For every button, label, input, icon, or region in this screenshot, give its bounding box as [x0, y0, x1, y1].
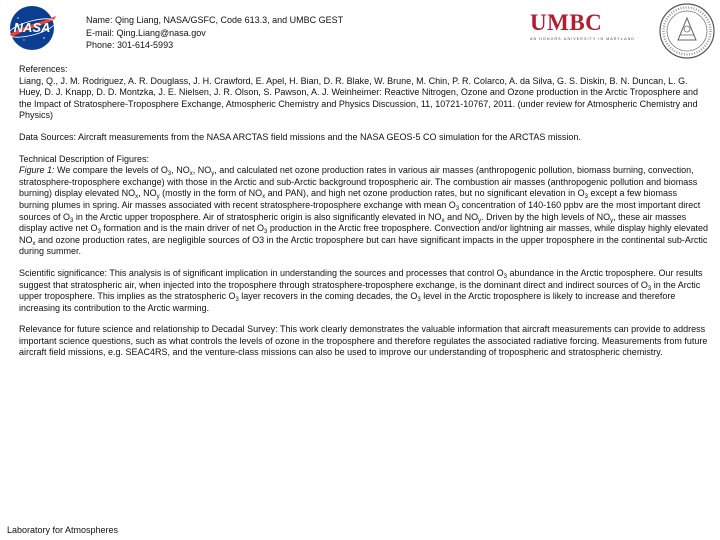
references-heading: References:: [19, 64, 68, 74]
umbc-logo: [530, 12, 640, 41]
nasa-logo: [4, 4, 60, 52]
references-text: Liang, Q., J. M. Rodriguez, A. R. Douglass, J. H. Crawford, E. Apel, H. Bian, D. R. Blake, W. Brune, M. Chin, P. R. Colarco, A. da Silva, G. S. Diskin, B. N. Duncan, L. G. Huey, D. J. Knapp, D. D. Montzka, J. E. Nielsen, J. R. Olson, S. Pawson, A. J. Weinheimer: Reactive Nitrogen, Ozone and Ozone production in the Arctic Troposphere and the Impact of Stratosphere-Troposphere Exchange, Atmospheric Chemistry and Physics Discussion, 11, 10721-10767, 2011. (under review for Atmospheric Chemistry and Physics): [19, 75, 698, 121]
umbc-logo-text: UMBC: [530, 10, 603, 35]
nasa-logo-text: NASA: [13, 20, 51, 35]
contact-block: [86, 14, 343, 52]
scientific-significance: Scientific significance: This analysis is of significant implication in understanding the sources and processes that control $O_3$ abundance in the Arctic troposphere. Our results suggest that stratospheric air, when injected into the troposphere through stratosphere-troposphere exchange, is the dominant direct and indirect sources of $O_3$ in the Arctic upper troposphere. This implies as the stratospheric $O_3$ layer recovers in the coming decades, the $O_3$ level in the Arctic troposphere is likely to increase and therefore increasing its contribution to the Arctic warming.: [19, 267, 703, 313]
figure-label: Figure 1:: [19, 165, 55, 176]
technical-heading: Technical Description of Figures:: [19, 153, 150, 164]
contact-phone: Phone: 301-614-5993: [86, 40, 174, 50]
footer-text: Laboratory for Atmospheres: [7, 525, 119, 535]
university-seal-icon: [658, 2, 716, 60]
main-content: [19, 64, 709, 359]
contact-name: Name: Qing Liang, NASA/GSFC, Code 613.3, and UMBC GEST: [86, 15, 344, 25]
umbc-tagline: AN HONORS UNIVERSITY IN MARYLAND: [530, 37, 635, 41]
contact-email: E-mail: Qing.Liang@nasa.gov: [86, 27, 206, 38]
data-sources-text: Data Sources: Aircraft measurements from the NASA ARCTAS field missions and the NASA GEOS-5 CO simulation for the ARCTAS mission.: [19, 131, 581, 142]
technical-description: Figure 1: We compare the levels of $O_3$, $NO_x$, $NO_y$, and calculated net ozone production rates in various air masses (anthropogenic pollution, biomass burning, convection, stratosphere-troposphere exchange) with those in the Arctic and sub-Arctic background tropospheric air. The combustion air masses (anthropogenic pollution and biomass burning) display elevated $NO_x$, $NO_y$ (mostly in the form of $NO_x$ and PAN), and high net ozone production rates, but no significant elevation in $O_3$ except a few biomass burning plumes in spring. Air masses associated with recent stratosphere-troposphere exchange with mean $O_3$ concentration of 140-160 ppbv are the most important direct sources of $O_3$ in the Arctic upper troposphere. Air of stratospheric origin is also significantly elevated in $NO_x$ and $NO_y$. Driven by the high levels of $NO_y$, these air masses display active net $O_3$ formation and is the main driver of net $O_3$ production in the Arctic free troposphere. Convection and/or lightning air masses, while display highly elevated $NO_x$ and ozone production rates, are negligible sources of O3 in the Arctic troposphere but can have significant impacts in the upper troposphere in the continental sub-Arctic during summer.: [19, 165, 709, 257]
relevance-text: Relevance for future science and relationship to Decadal Survey: This work clearly demonstrates the valuable information that aircraft measurements can provide to address important science questions, such as what controls the levels of ozone in the troposphere and therefore regulates the associated radiative forcing. Measurements from future aircraft field missions, e.g. SEAC4RS, and the venture-class missions can also be used to improve our understanding of tropospheric and stratospheric chemistry.: [19, 324, 708, 358]
